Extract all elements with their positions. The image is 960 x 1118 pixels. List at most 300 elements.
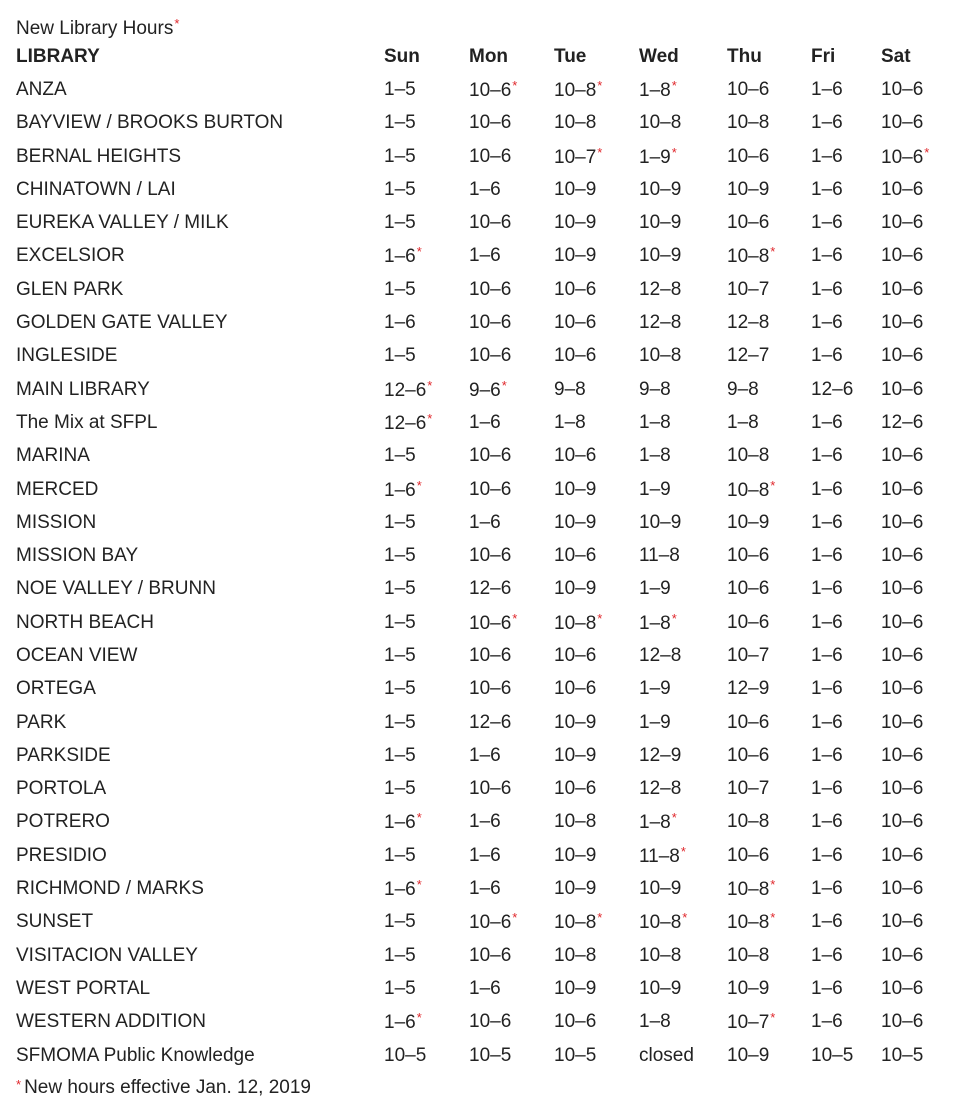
hours-cell-sat: 10–6 xyxy=(881,811,924,833)
hours-cell-sat: 10–6 xyxy=(881,644,924,666)
hours-cell-sun: 1–5 xyxy=(384,578,416,600)
change-marker: * xyxy=(416,877,422,893)
hours-cell-mon: 10–6 xyxy=(469,678,512,700)
hours-cell-sat: 10–6 xyxy=(881,944,924,966)
table-row xyxy=(16,107,960,140)
hours-cell-fri: 1–6 xyxy=(811,578,843,600)
hours-cell-thu: 10–6 xyxy=(727,711,770,733)
hours-cell-tue: 10–9 xyxy=(554,511,597,533)
hours-cell-tue: 10–9 xyxy=(554,744,597,766)
hours-cell-thu: 10–8* xyxy=(727,877,776,901)
table-row xyxy=(16,872,960,905)
hours-cell-sun: 1–5 xyxy=(384,644,416,666)
change-marker: * xyxy=(512,610,518,626)
library-name: MARINA xyxy=(16,445,90,467)
change-marker: * xyxy=(682,910,688,926)
change-marker: * xyxy=(680,843,686,859)
hours-cell-sun: 1–5 xyxy=(384,844,416,866)
hours-cell-fri: 1–6 xyxy=(811,545,843,567)
hours-cell-thu: 10–6 xyxy=(727,78,770,100)
hours-cell-sat: 10–6 xyxy=(881,611,924,633)
hours-cell-sat: 10–6 xyxy=(881,478,924,500)
hours-cell-mon: 10–6 xyxy=(469,312,512,334)
hours-cell-fri: 1–6 xyxy=(811,678,843,700)
hours-cell-sat: 10–6 xyxy=(881,878,924,900)
hours-cell-mon: 10–6 xyxy=(469,478,512,500)
hours-cell-sun: 1–5 xyxy=(384,678,416,700)
change-marker: * xyxy=(770,477,776,493)
hours-cell-tue: 10–6 xyxy=(554,345,597,367)
hours-cell-fri: 1–6 xyxy=(811,445,843,467)
hours-cell-fri: 12–6 xyxy=(811,378,854,400)
hours-cell-sun: 1–6* xyxy=(384,477,422,501)
change-marker: * xyxy=(770,244,776,260)
footnote-text: New hours effective Jan. 12, 2019 xyxy=(24,1077,312,1098)
hours-cell-mon: 10–6 xyxy=(469,212,512,234)
change-marker: * xyxy=(671,610,677,626)
hours-cell-fri: 1–6 xyxy=(811,112,843,134)
hours-cell-fri: 1–6 xyxy=(811,644,843,666)
table-row xyxy=(16,939,960,972)
library-name: OCEAN VIEW xyxy=(16,644,138,666)
table-row xyxy=(16,240,960,273)
hours-cell-mon: 1–6 xyxy=(469,878,501,900)
library-name: GOLDEN GATE VALLEY xyxy=(16,312,228,334)
change-marker: * xyxy=(597,610,603,626)
library-name: WEST PORTAL xyxy=(16,977,151,999)
change-marker: * xyxy=(416,1010,422,1026)
hours-cell-sat: 10–5 xyxy=(881,1044,924,1066)
hours-cell-mon: 9–6* xyxy=(469,377,507,401)
hours-cell-mon: 10–6 xyxy=(469,345,512,367)
library-name: VISITACION VALLEY xyxy=(16,944,198,966)
library-name: MERCED xyxy=(16,478,99,500)
table-row xyxy=(16,273,960,306)
library-name: PORTOLA xyxy=(16,778,107,800)
hours-cell-fri: 1–6 xyxy=(811,611,843,633)
hours-cell-tue: 10–6 xyxy=(554,445,597,467)
hours-cell-wed: 1–8 xyxy=(639,411,671,433)
hours-cell-wed: 9–8 xyxy=(639,378,671,400)
hours-cell-fri: 1–6 xyxy=(811,345,843,367)
hours-cell-tue: 10–6 xyxy=(554,278,597,300)
hours-cell-mon: 1–6 xyxy=(469,744,501,766)
hours-cell-tue: 10–8 xyxy=(554,811,597,833)
hours-cell-tue: 10–9 xyxy=(554,844,597,866)
hours-cell-thu: 10–8* xyxy=(727,910,776,934)
hours-cell-sun: 1–5 xyxy=(384,212,416,234)
hours-table-body xyxy=(16,73,960,1072)
hours-cell-thu: 10–6 xyxy=(727,578,770,600)
hours-cell-thu: 10–9 xyxy=(727,178,770,200)
hours-cell-wed: 11–8 xyxy=(639,545,680,567)
change-marker: * xyxy=(512,77,518,93)
hours-cell-wed: closed xyxy=(639,1044,694,1066)
hours-cell-tue: 1–8 xyxy=(554,411,586,433)
hours-cell-sat: 10–6 xyxy=(881,844,924,866)
hours-cell-sun: 12–6* xyxy=(384,377,433,401)
library-name: NORTH BEACH xyxy=(16,611,154,633)
change-marker: * xyxy=(597,144,603,160)
table-row xyxy=(16,1039,960,1072)
hours-cell-sun: 1–5 xyxy=(384,178,416,200)
change-marker: * xyxy=(597,77,603,93)
library-name: NOE VALLEY / BRUNN xyxy=(16,578,216,600)
table-row xyxy=(16,440,960,473)
hours-cell-thu: 10–9 xyxy=(727,511,770,533)
column-header-sun: Sun xyxy=(384,45,420,67)
hours-cell-sat: 12–6 xyxy=(881,411,924,433)
hours-cell-thu: 10–9 xyxy=(727,1044,770,1066)
hours-cell-tue: 10–6 xyxy=(554,678,597,700)
hours-cell-tue: 10–5 xyxy=(554,1044,597,1066)
library-name: RICHMOND / MARKS xyxy=(16,878,204,900)
hours-cell-wed: 1–8* xyxy=(639,77,677,101)
column-header-wed: Wed xyxy=(639,45,679,67)
hours-cell-thu: 10–6 xyxy=(727,844,770,866)
hours-cell-sun: 1–6* xyxy=(384,1010,422,1034)
hours-cell-tue: 10–9 xyxy=(554,212,597,234)
hours-cell-mon: 10–6 xyxy=(469,778,512,800)
table-row xyxy=(16,473,960,506)
hours-cell-sun: 1–5 xyxy=(384,145,416,167)
table-row xyxy=(16,972,960,1005)
hours-cell-wed: 10–8 xyxy=(639,112,682,134)
hours-cell-wed: 1–9* xyxy=(639,144,677,168)
hours-cell-sun: 1–5 xyxy=(384,977,416,999)
hours-cell-tue: 10–8* xyxy=(554,77,603,101)
library-name: MISSION BAY xyxy=(16,545,139,567)
hours-cell-mon: 1–6 xyxy=(469,977,501,999)
table-row xyxy=(16,706,960,739)
table-row xyxy=(16,906,960,939)
hours-cell-thu: 10–8* xyxy=(727,244,776,268)
table-row xyxy=(16,173,960,206)
hours-cell-sun: 1–6* xyxy=(384,810,422,834)
hours-cell-thu: 10–7* xyxy=(727,1010,776,1034)
hours-cell-wed: 12–8 xyxy=(639,778,682,800)
hours-cell-sun: 1–6* xyxy=(384,244,422,268)
hours-table xyxy=(16,40,960,1072)
hours-cell-thu: 12–8 xyxy=(727,312,770,334)
footnote xyxy=(16,1073,311,1100)
hours-cell-fri: 1–6 xyxy=(811,245,843,267)
hours-cell-mon: 10–6* xyxy=(469,610,518,634)
hours-cell-wed: 10–9 xyxy=(639,178,682,200)
header-row xyxy=(16,40,960,73)
hours-cell-tue: 10–8* xyxy=(554,910,603,934)
hours-cell-thu: 10–8 xyxy=(727,445,770,467)
hours-cell-thu: 12–9 xyxy=(727,678,770,700)
hours-cell-tue: 10–8* xyxy=(554,610,603,634)
table-row xyxy=(16,140,960,173)
table-row xyxy=(16,639,960,672)
table-row xyxy=(16,406,960,439)
hours-cell-tue: 10–9 xyxy=(554,578,597,600)
hours-cell-wed: 1–8* xyxy=(639,810,677,834)
hours-cell-fri: 1–6 xyxy=(811,1011,843,1033)
title-asterisk: * xyxy=(174,16,180,31)
hours-cell-sun: 1–6* xyxy=(384,877,422,901)
change-marker: * xyxy=(416,477,422,493)
hours-cell-thu: 10–6 xyxy=(727,744,770,766)
hours-cell-mon: 1–6 xyxy=(469,178,501,200)
hours-cell-sun: 1–5 xyxy=(384,744,416,766)
hours-cell-wed: 11–8* xyxy=(639,843,686,867)
table-row xyxy=(16,206,960,239)
hours-cell-sun: 1–5 xyxy=(384,778,416,800)
hours-cell-wed: 1–9 xyxy=(639,578,671,600)
hours-cell-fri: 1–6 xyxy=(811,278,843,300)
hours-cell-thu: 10–7 xyxy=(727,278,770,300)
library-name: POTRERO xyxy=(16,811,110,833)
hours-cell-fri: 1–6 xyxy=(811,977,843,999)
hours-cell-thu: 10–6 xyxy=(727,212,770,234)
library-name: INGLESIDE xyxy=(16,345,118,367)
library-name: BERNAL HEIGHTS xyxy=(16,145,182,167)
hours-cell-sat: 10–6 xyxy=(881,711,924,733)
hours-cell-sun: 1–5 xyxy=(384,545,416,567)
hours-cell-fri: 1–6 xyxy=(811,778,843,800)
hours-cell-sat: 10–6 xyxy=(881,278,924,300)
hours-cell-mon: 10–6 xyxy=(469,445,512,467)
hours-cell-wed: 12–8 xyxy=(639,312,682,334)
hours-cell-sun: 1–6 xyxy=(384,312,416,334)
hours-cell-sat: 10–6 xyxy=(881,78,924,100)
title-text: New Library Hours xyxy=(16,18,174,39)
hours-cell-fri: 1–6 xyxy=(811,511,843,533)
library-name: EUREKA VALLEY / MILK xyxy=(16,212,229,234)
hours-cell-wed: 10–8 xyxy=(639,944,682,966)
hours-cell-thu: 10–6 xyxy=(727,145,770,167)
hours-cell-tue: 10–9 xyxy=(554,478,597,500)
change-marker: * xyxy=(770,1010,776,1026)
table-row xyxy=(16,573,960,606)
hours-cell-sat: 10–6 xyxy=(881,445,924,467)
change-marker: * xyxy=(924,144,930,160)
hours-cell-wed: 1–8 xyxy=(639,1011,671,1033)
library-name: The Mix at SFPL xyxy=(16,411,158,433)
hours-cell-mon: 10–6 xyxy=(469,644,512,666)
column-header-thu: Thu xyxy=(727,45,762,67)
change-marker: * xyxy=(427,377,433,393)
hours-cell-sat: 10–6 xyxy=(881,578,924,600)
table-row xyxy=(16,73,960,106)
hours-cell-sat: 10–6 xyxy=(881,378,924,400)
table-row xyxy=(16,1006,960,1039)
table-row xyxy=(16,739,960,772)
column-header-tue: Tue xyxy=(554,45,587,67)
change-marker: * xyxy=(671,810,677,826)
hours-cell-sun: 1–5 xyxy=(384,278,416,300)
hours-cell-sun: 1–5 xyxy=(384,445,416,467)
hours-cell-sat: 10–6 xyxy=(881,977,924,999)
hours-cell-wed: 1–9 xyxy=(639,478,671,500)
library-name: ORTEGA xyxy=(16,678,96,700)
hours-cell-tue: 10–6 xyxy=(554,644,597,666)
hours-cell-sun: 1–5 xyxy=(384,711,416,733)
table-row xyxy=(16,539,960,572)
library-name: GLEN PARK xyxy=(16,278,124,300)
hours-cell-sat: 10–6 xyxy=(881,212,924,234)
hours-cell-mon: 10–6* xyxy=(469,77,518,101)
change-marker: * xyxy=(671,144,677,160)
change-marker: * xyxy=(770,877,776,893)
hours-cell-sat: 10–6 xyxy=(881,245,924,267)
hours-cell-thu: 10–7 xyxy=(727,778,770,800)
hours-cell-fri: 1–6 xyxy=(811,78,843,100)
column-header-mon: Mon xyxy=(469,45,509,67)
change-marker: * xyxy=(770,910,776,926)
hours-cell-sun: 10–5 xyxy=(384,1044,427,1066)
hours-cell-fri: 1–6 xyxy=(811,312,843,334)
hours-cell-mon: 10–6 xyxy=(469,278,512,300)
hours-cell-tue: 10–9 xyxy=(554,178,597,200)
hours-cell-mon: 10–6 xyxy=(469,145,512,167)
hours-cell-mon: 1–6 xyxy=(469,811,501,833)
library-name: CHINATOWN / LAI xyxy=(16,178,176,200)
hours-cell-thu: 10–8 xyxy=(727,944,770,966)
library-name: SFMOMA Public Knowledge xyxy=(16,1044,255,1066)
hours-cell-wed: 12–8 xyxy=(639,644,682,666)
hours-cell-sat: 10–6 xyxy=(881,911,924,933)
change-marker: * xyxy=(427,410,433,426)
hours-cell-mon: 10–6* xyxy=(469,910,518,934)
table-row xyxy=(16,373,960,406)
hours-cell-wed: 1–8 xyxy=(639,445,671,467)
hours-cell-tue: 10–8 xyxy=(554,112,597,134)
change-marker: * xyxy=(416,810,422,826)
hours-cell-wed: 10–9 xyxy=(639,511,682,533)
hours-cell-wed: 1–9 xyxy=(639,711,671,733)
hours-cell-tue: 10–9 xyxy=(554,878,597,900)
column-header-sat: Sat xyxy=(881,45,911,67)
hours-cell-fri: 1–6 xyxy=(811,145,843,167)
hours-cell-wed: 12–9 xyxy=(639,744,682,766)
hours-cell-fri: 1–6 xyxy=(811,811,843,833)
change-marker: * xyxy=(501,377,507,393)
hours-cell-tue: 10–6 xyxy=(554,545,597,567)
hours-cell-sun: 1–5 xyxy=(384,345,416,367)
hours-cell-mon: 10–6 xyxy=(469,545,512,567)
hours-cell-tue: 10–7* xyxy=(554,144,603,168)
hours-cell-thu: 10–9 xyxy=(727,977,770,999)
change-marker: * xyxy=(512,910,518,926)
table-row xyxy=(16,606,960,639)
library-name: EXCELSIOR xyxy=(16,245,125,267)
hours-cell-sat: 10–6 xyxy=(881,511,924,533)
hours-cell-wed: 1–9 xyxy=(639,678,671,700)
hours-cell-sat: 10–6 xyxy=(881,112,924,134)
hours-cell-sat: 10–6* xyxy=(881,144,930,168)
hours-cell-sun: 1–5 xyxy=(384,78,416,100)
hours-cell-fri: 1–6 xyxy=(811,944,843,966)
hours-cell-thu: 10–8 xyxy=(727,112,770,134)
hours-cell-sat: 10–6 xyxy=(881,312,924,334)
hours-cell-tue: 10–9 xyxy=(554,245,597,267)
hours-cell-sun: 1–5 xyxy=(384,911,416,933)
hours-cell-thu: 9–8 xyxy=(727,378,759,400)
hours-cell-sat: 10–6 xyxy=(881,678,924,700)
hours-cell-fri: 1–6 xyxy=(811,844,843,866)
table-row xyxy=(16,306,960,339)
table-row xyxy=(16,773,960,806)
hours-cell-wed: 12–8 xyxy=(639,278,682,300)
library-name: PARKSIDE xyxy=(16,744,111,766)
column-header-library: LIBRARY xyxy=(16,45,100,67)
table-row xyxy=(16,673,960,706)
hours-cell-sat: 10–6 xyxy=(881,1011,924,1033)
hours-cell-fri: 1–6 xyxy=(811,178,843,200)
hours-cell-mon: 1–6 xyxy=(469,844,501,866)
hours-cell-fri: 10–5 xyxy=(811,1044,854,1066)
hours-cell-thu: 10–8* xyxy=(727,477,776,501)
document-title xyxy=(16,12,179,41)
hours-cell-tue: 10–9 xyxy=(554,711,597,733)
hours-cell-thu: 10–8 xyxy=(727,811,770,833)
table-row xyxy=(16,839,960,872)
hours-cell-sun: 1–5 xyxy=(384,611,416,633)
library-name: BAYVIEW / BROOKS BURTON xyxy=(16,112,284,134)
hours-cell-fri: 1–6 xyxy=(811,878,843,900)
hours-cell-thu: 10–6 xyxy=(727,611,770,633)
hours-cell-wed: 10–8* xyxy=(639,910,688,934)
hours-cell-tue: 10–6 xyxy=(554,1011,597,1033)
hours-cell-thu: 12–7 xyxy=(727,345,770,367)
hours-cell-tue: 10–6 xyxy=(554,778,597,800)
change-marker: * xyxy=(416,244,422,260)
hours-cell-tue: 10–9 xyxy=(554,977,597,999)
hours-cell-sat: 10–6 xyxy=(881,744,924,766)
table-row xyxy=(16,340,960,373)
hours-cell-mon: 1–6 xyxy=(469,245,501,267)
hours-cell-wed: 10–9 xyxy=(639,212,682,234)
hours-cell-wed: 10–8 xyxy=(639,345,682,367)
change-marker: * xyxy=(671,77,677,93)
library-name: MISSION xyxy=(16,511,97,533)
hours-cell-wed: 10–9 xyxy=(639,245,682,267)
hours-cell-fri: 1–6 xyxy=(811,911,843,933)
library-name: MAIN LIBRARY xyxy=(16,378,150,400)
table-row xyxy=(16,506,960,539)
hours-cell-sat: 10–6 xyxy=(881,545,924,567)
hours-cell-mon: 10–6 xyxy=(469,1011,512,1033)
hours-cell-sun: 1–5 xyxy=(384,944,416,966)
hours-cell-sun: 1–5 xyxy=(384,511,416,533)
hours-cell-thu: 1–8 xyxy=(727,411,759,433)
hours-cell-fri: 1–6 xyxy=(811,744,843,766)
hours-cell-mon: 12–6 xyxy=(469,711,512,733)
table-row xyxy=(16,806,960,839)
library-name: PARK xyxy=(16,711,67,733)
hours-cell-sat: 10–6 xyxy=(881,345,924,367)
library-name: SUNSET xyxy=(16,911,94,933)
hours-cell-mon: 10–5 xyxy=(469,1044,512,1066)
hours-cell-tue: 10–8 xyxy=(554,944,597,966)
hours-cell-wed: 1–8* xyxy=(639,610,677,634)
hours-cell-sun: 12–6* xyxy=(384,410,433,434)
hours-cell-thu: 10–7 xyxy=(727,644,770,666)
change-marker: * xyxy=(597,910,603,926)
hours-cell-mon: 10–6 xyxy=(469,112,512,134)
hours-cell-fri: 1–6 xyxy=(811,411,843,433)
hours-cell-mon: 10–6 xyxy=(469,944,512,966)
hours-cell-thu: 10–6 xyxy=(727,545,770,567)
hours-cell-fri: 1–6 xyxy=(811,212,843,234)
hours-cell-tue: 10–6 xyxy=(554,312,597,334)
hours-cell-fri: 1–6 xyxy=(811,478,843,500)
hours-cell-mon: 1–6 xyxy=(469,411,501,433)
